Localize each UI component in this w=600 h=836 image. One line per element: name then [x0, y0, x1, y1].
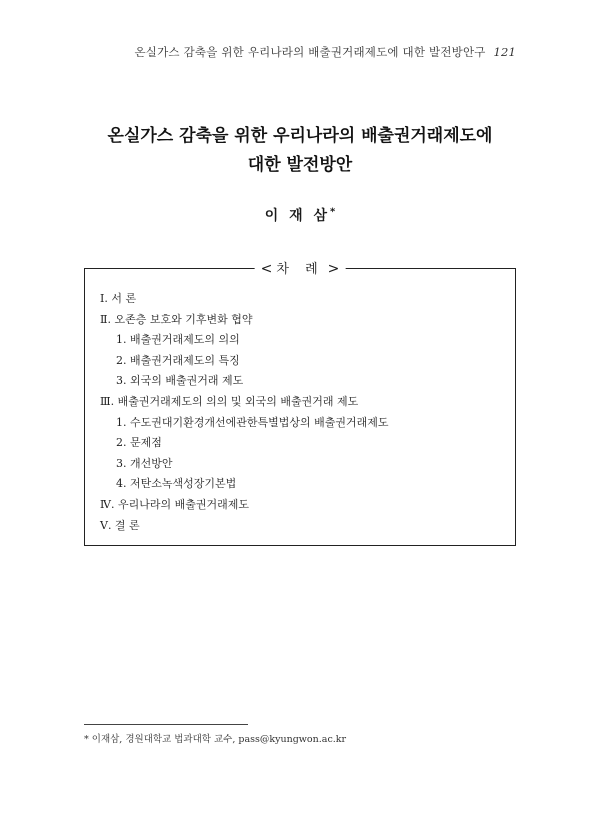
- toc-item-3: Ⅲ. 배출권거래제도의 의의 및 외국의 배출권거래 제도: [100, 394, 359, 408]
- title-line-1: 온실가스 감축을 위한 우리나라의 배출권거래제도에: [107, 126, 493, 146]
- running-header: [134, 44, 516, 60]
- right-angle-icon: >: [327, 261, 340, 277]
- table-of-contents: [84, 261, 516, 546]
- toc-item-4: Ⅳ. 우리나라의 배출권거래제도: [100, 497, 249, 511]
- page-number: 121: [493, 45, 516, 59]
- toc-list: [100, 289, 505, 536]
- title-line-2: 대한 발전방안: [247, 155, 353, 175]
- toc-item-2-1: 1. 배출권거래제도의 의의: [116, 333, 240, 347]
- footnote: * 이재삼, 경원대학교 법과대학 교수, pass@kyungwon.ac.kr: [84, 734, 347, 745]
- author-name: 이 재 삼: [264, 208, 331, 224]
- toc-item-5: Ⅴ. 결 론: [100, 518, 140, 532]
- toc-item-3-2: 2. 문제점: [116, 436, 162, 450]
- toc-item-2-2: 2. 배출권거래제도의 특징: [116, 353, 240, 367]
- running-title: 온실가스 감축을 위한 우리나라의 배출권거래제도에 대한 발전방안구: [134, 45, 486, 59]
- toc-heading: [255, 259, 346, 280]
- toc-item-3-4: 4. 저탄소녹색성장기본법: [116, 477, 237, 491]
- toc-item-3-1: 1. 수도권대기환경개선에관한특별법상의 배출권거래제도: [116, 415, 389, 429]
- author: [0, 205, 600, 225]
- author-footnote-mark: *: [330, 206, 336, 218]
- toc-item-2-3: 3. 외국의 배출권거래 제도: [116, 374, 244, 388]
- toc-item-2: Ⅱ. 오존층 보호와 기후변화 협약: [100, 312, 253, 326]
- toc-item-1: Ⅰ. 서 론: [100, 292, 137, 305]
- footnote-divider: [84, 724, 248, 725]
- toc-heading-text: 차 례: [276, 262, 324, 277]
- toc-item-3-3: 3. 개선방안: [116, 456, 173, 470]
- left-angle-icon: <: [260, 261, 273, 277]
